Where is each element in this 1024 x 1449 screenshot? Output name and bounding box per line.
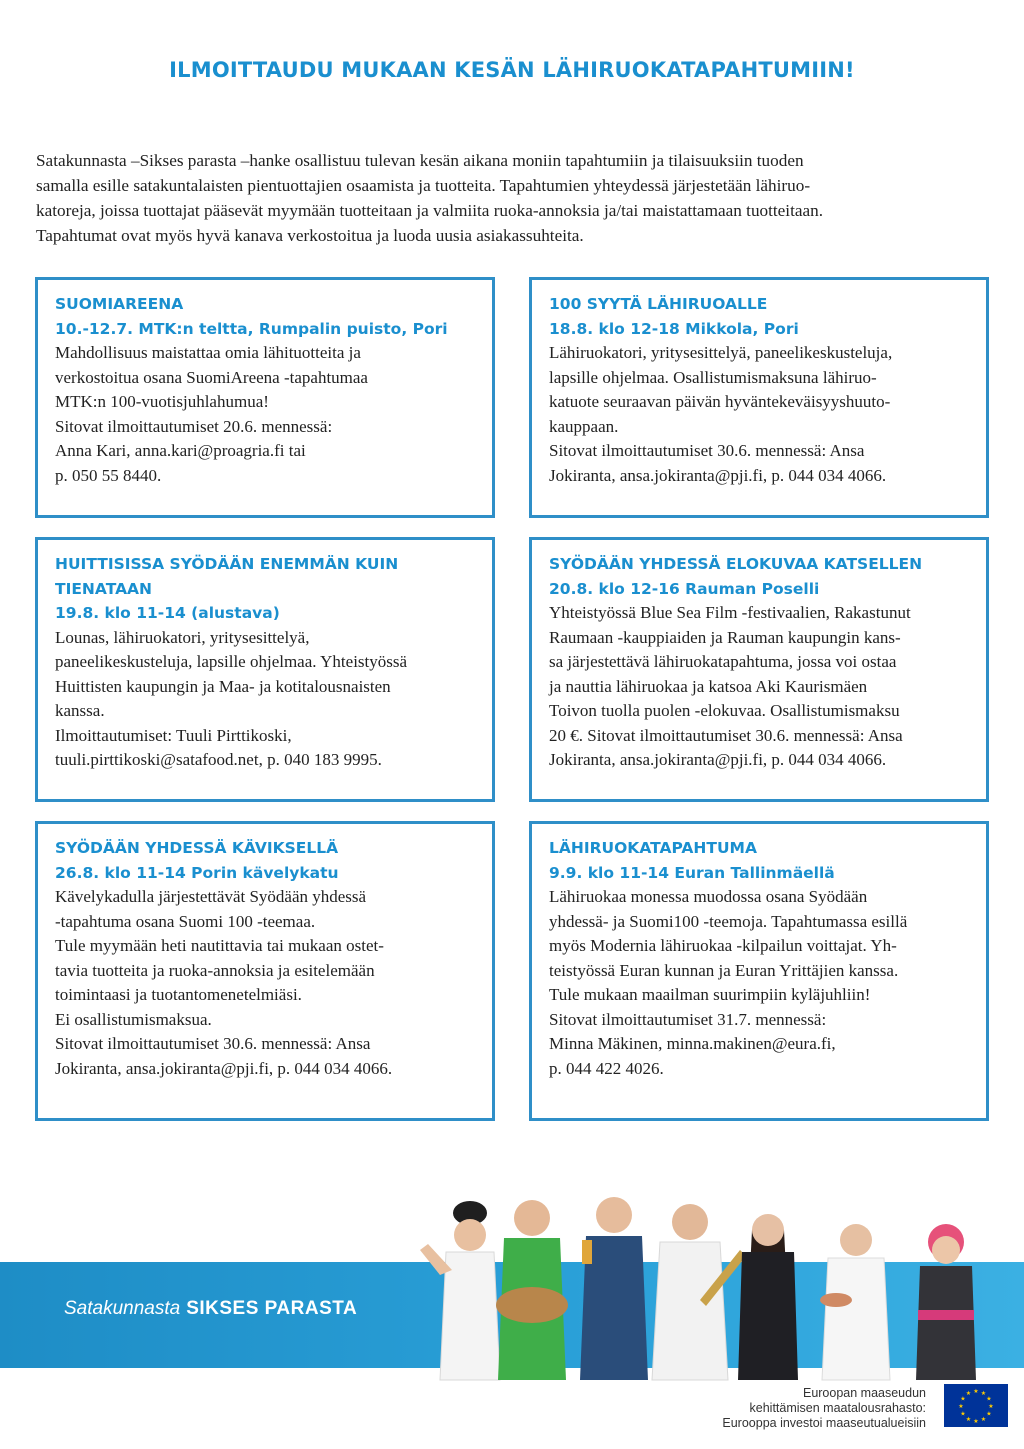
svg-text:★: ★ bbox=[960, 1395, 966, 1403]
svg-text:★: ★ bbox=[965, 1416, 972, 1423]
event-text-line: verkostoitua osana SuomiAreena -tapahtumaa bbox=[55, 367, 368, 387]
page-headline: ILMOITTAUDU MUKAAN KESÄN LÄHIRUOKATAPAHTUMIIN! bbox=[169, 58, 855, 82]
event-text-line: Sitovat ilmoittautumiset 30.6. mennessä: Ansa bbox=[55, 1034, 371, 1053]
banner-text-bold: SIKSES PARASTA bbox=[186, 1298, 358, 1319]
event-text-line: Raumaan -kauppiaiden ja Rauman kaupungin kans- bbox=[549, 627, 901, 647]
event-title-line: SUOMIAREENA bbox=[55, 295, 184, 313]
event-title-line: HUITTISISSA SYÖDÄÄN ENEMMÄN KUIN bbox=[55, 555, 399, 573]
event-text-line: Toivon tuolla puolen -elokuvaa. Osallistumismaksu bbox=[549, 701, 900, 720]
event-text-line: Yhteistyössä Blue Sea Film -festivaalien, Rakastunut bbox=[549, 603, 911, 622]
event-text-line: p. 044 422 4026. bbox=[549, 1058, 664, 1078]
event-text-line: MTK:n 100-vuotisjuhlahumua! bbox=[55, 392, 269, 411]
event-text-line: Lähiruokaa monessa muodossa osana Syödään bbox=[549, 887, 868, 906]
event-card-100-syyta bbox=[529, 277, 989, 518]
event-title-line: 100 SYYTÄ LÄHIRUOALLE bbox=[549, 295, 768, 313]
event-title-line: TIENATAAN bbox=[55, 579, 153, 598]
event-description bbox=[55, 885, 476, 1081]
event-text-line: kanssa. bbox=[55, 701, 105, 720]
svg-text:★: ★ bbox=[958, 1403, 964, 1410]
event-text-line: Minna Mäkinen, minna.makinen@eura.fi, bbox=[549, 1034, 836, 1053]
banner-logo-text bbox=[64, 1298, 357, 1320]
event-text-line: tuuli.pirttikoski@satafood.net, p. 040 183 9995. bbox=[55, 750, 382, 769]
intro-line: Tapahtumat ovat myös hyvä kanava verkostoitua ja luoda uusia asiakassuhteita. bbox=[36, 226, 584, 245]
event-text-line: Jokiranta, ansa.jokiranta@pji.fi, p. 044 034 4066. bbox=[549, 465, 887, 485]
event-text-line: katuote seuraavan päivän hyväntekeväisyyshuuto- bbox=[549, 392, 891, 411]
svg-text:★: ★ bbox=[973, 1388, 979, 1395]
svg-text:★: ★ bbox=[988, 1403, 994, 1410]
event-text-line: p. 050 55 8440. bbox=[55, 465, 162, 485]
event-text-line: lapsille ohjelmaa. Osallistumismaksuna lähiruo- bbox=[549, 367, 877, 387]
event-text-line: Sitovat ilmoittautumiset 30.6. mennessä: Ansa bbox=[549, 441, 865, 460]
svg-text:★: ★ bbox=[973, 1418, 979, 1425]
campaign-banner bbox=[0, 1262, 1024, 1368]
eu-text-line: kehittämisen maatalousrahasto: bbox=[749, 1401, 926, 1415]
event-text-line: Tule mukaan maailman suurimpiin kyläjuhliin! bbox=[549, 985, 871, 1004]
event-title bbox=[549, 836, 970, 885]
event-text-line: sa järjestettävä lähiruokatapahtuma, jossa voi ostaa bbox=[549, 652, 897, 671]
eu-flag-icon bbox=[944, 1384, 1008, 1427]
event-text-line: teistyössä Euran kunnan ja Euran Yrittäjien kanssa. bbox=[549, 960, 899, 980]
event-card-eura bbox=[529, 821, 989, 1121]
event-date-line: 26.8. klo 11-14 Porin kävelykatu bbox=[55, 863, 339, 882]
event-title bbox=[55, 552, 476, 626]
event-card-huittinen bbox=[35, 537, 495, 802]
svg-text:★: ★ bbox=[960, 1410, 966, 1418]
event-description bbox=[549, 341, 970, 488]
intro-line: katoreja, joissa tuottajat pääsevät myymään tuotteitaan ja valmiita ruoka-annoksia ja/tai maistattamaan tuotteitaan. bbox=[36, 201, 824, 220]
event-text-line: paneelikeskusteluja, lapsille ohjelmaa. Yhteistyössä bbox=[55, 652, 408, 671]
event-date-line: 19.8. klo 11-14 (alustava) bbox=[55, 604, 280, 622]
event-description bbox=[549, 885, 970, 1081]
event-card-suomiareena bbox=[35, 277, 495, 518]
event-text-line: -tapahtuma osana Suomi 100 -teemaa. bbox=[55, 911, 316, 931]
event-text-line: Sitovat ilmoittautumiset 31.7. mennessä: bbox=[549, 1009, 827, 1029]
event-title-line: SYÖDÄÄN YHDESSÄ ELOKUVAA KATSELLEN bbox=[549, 555, 923, 573]
intro-paragraph bbox=[36, 148, 996, 248]
event-text-line: Mahdollisuus maistattaa omia lähituotteita ja bbox=[55, 343, 361, 362]
intro-line: samalla esille satakuntalaisten pientuottajien osaamista ja tuotteita. Tapahtumien yhteydessä järjestetään lähiruo- bbox=[36, 176, 811, 195]
svg-text:★: ★ bbox=[980, 1416, 987, 1423]
event-title bbox=[55, 836, 476, 885]
svg-text:★: ★ bbox=[980, 1390, 987, 1397]
event-text-line: Tule myymään heti nautittavia tai mukaan ostet- bbox=[55, 936, 384, 955]
event-description bbox=[55, 626, 476, 773]
svg-text:★: ★ bbox=[965, 1390, 972, 1397]
event-title-line: SYÖDÄÄN YHDESSÄ KÄVIKSELLÄ bbox=[55, 839, 339, 857]
event-text-line: Kävelykadulla järjestettävät Syödään yhdessä bbox=[55, 887, 367, 906]
event-text-line: tavia tuotteita ja ruoka-annoksia ja esitelemään bbox=[55, 960, 375, 980]
event-text-line: 20 €. Sitovat ilmoittautumiset 30.6. mennessä: Ansa bbox=[549, 725, 903, 745]
event-card-rauma-elokuva bbox=[529, 537, 989, 802]
event-date-line: 10.-12.7. MTK:n teltta, Rumpalin puisto, Pori bbox=[55, 319, 448, 338]
svg-text:★: ★ bbox=[986, 1395, 992, 1403]
event-text-line: Huittisten kaupungin ja Maa- ja kotitalousnaisten bbox=[55, 676, 391, 696]
event-title bbox=[549, 292, 970, 341]
event-text-line: toimintaasi ja tuotantomenetelmiäsi. bbox=[55, 985, 302, 1004]
event-text-line: Jokiranta, ansa.jokiranta@pji.fi, p. 044 034 4066. bbox=[55, 1058, 393, 1078]
event-text-line: ja nauttia lähiruokaa ja katsoa Aki Kaurismäen bbox=[549, 676, 868, 696]
event-text-line: kauppaan. bbox=[549, 416, 619, 436]
event-description bbox=[55, 341, 476, 488]
event-date-line: 18.8. klo 12-18 Mikkola, Pori bbox=[549, 319, 799, 338]
banner-text-light: Satakunnasta bbox=[64, 1298, 181, 1319]
event-date-line: 9.9. klo 11-14 Euran Tallinmäellä bbox=[549, 863, 835, 882]
event-title bbox=[55, 292, 476, 341]
event-text-line: Jokiranta, ansa.jokiranta@pji.fi, p. 044 034 4066. bbox=[549, 750, 887, 769]
event-text-line: myös Modernia lähiruokaa -kilpailun voittajat. Yh- bbox=[549, 936, 897, 955]
event-title-line: LÄHIRUOKATAPAHTUMA bbox=[549, 839, 757, 857]
event-text-line: Sitovat ilmoittautumiset 20.6. mennessä: bbox=[55, 416, 333, 436]
event-text-line: yhdessä- ja Suomi100 -teemoja. Tapahtumassa esillä bbox=[549, 911, 908, 931]
event-text-line: Ilmoittautumiset: Tuuli Pirttikoski, bbox=[55, 725, 292, 745]
event-text-line: Ei osallistumismaksua. bbox=[55, 1009, 212, 1029]
event-description bbox=[549, 601, 970, 773]
eu-text-line: Eurooppa investoi maaseutualueisiin bbox=[722, 1416, 926, 1430]
event-card-porin-kavelykatu bbox=[35, 821, 495, 1121]
intro-line: Satakunnasta –Sikses parasta –hanke osallistuu tulevan kesän aikana moniin tapahtumiin ja tilaisuuksiin tuoden bbox=[36, 151, 804, 170]
eu-text-line: Euroopan maaseudun bbox=[802, 1386, 926, 1400]
svg-text:★: ★ bbox=[986, 1410, 992, 1418]
eu-funding-text bbox=[722, 1386, 926, 1431]
event-text-line: Anna Kari, anna.kari@proagria.fi tai bbox=[55, 441, 306, 460]
event-title bbox=[549, 552, 970, 601]
event-text-line: Lounas, lähiruokatori, yritysesittelyä, bbox=[55, 627, 310, 647]
event-text-line: Lähiruokatori, yritysesittelyä, paneelikeskusteluja, bbox=[549, 343, 893, 362]
event-date-line: 20.8. klo 12-16 Rauman Poselli bbox=[549, 579, 820, 598]
